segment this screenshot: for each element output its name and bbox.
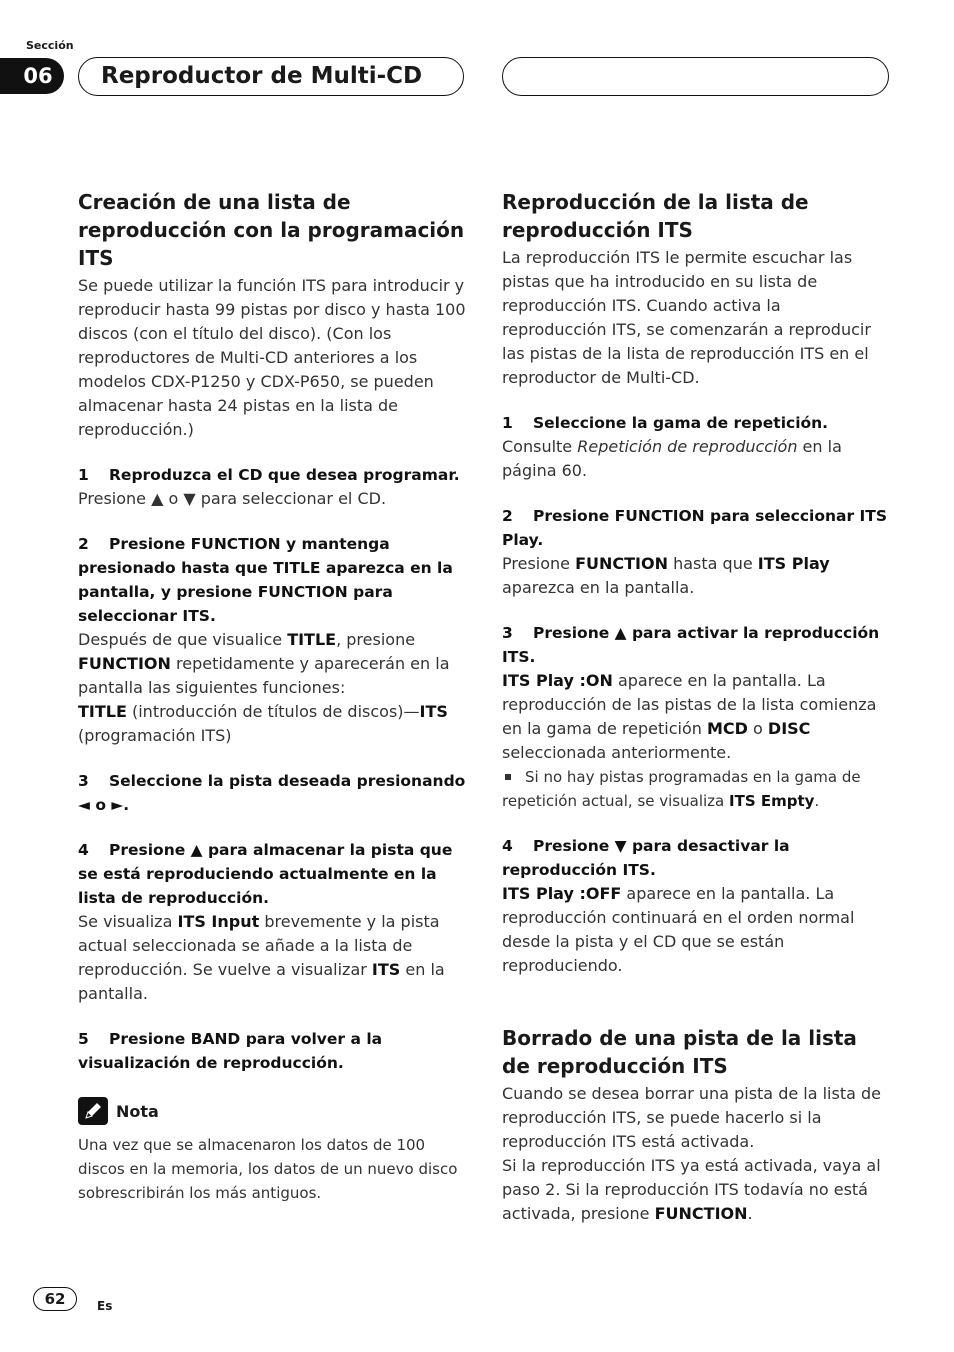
chapter-title: Reproductor de Multi-CD xyxy=(78,57,464,96)
step-4: 4 Presione ▲ para almacenar la pista que se está reproduciendo actualmente en la lista de reproducción. xyxy=(78,841,453,907)
step-1-body: Consulte Repetición de reproducción en la página 60. xyxy=(502,437,842,480)
left-column xyxy=(78,188,466,1205)
step-1: 1 Seleccione la gama de repetición. xyxy=(502,414,829,432)
note-label: Nota xyxy=(116,1101,159,1121)
step-2-body: Presione FUNCTION hasta que ITS Play aparezca en la pantalla. xyxy=(502,554,830,597)
section-heading: Creación de una lista de reproducción con la programación ITS xyxy=(78,190,465,270)
header-empty-frame xyxy=(502,57,889,96)
right-column xyxy=(502,188,890,1226)
step-2-body: Después de que visualice TITLE, presione FUNCTION repetidamente y aparecerán en la pantalla las siguientes funciones: TITLE (introducción de títulos de discos)—ITS (programación ITS) xyxy=(78,630,450,745)
step-4-body: Se visualiza ITS Input brevemente y la pista actual seleccionada se añade a la lista de reproducción. Se vuelve a visualizar ITS en la pantalla. xyxy=(78,912,445,1003)
section-label: Sección xyxy=(26,39,74,52)
pencil-note-icon xyxy=(78,1097,108,1125)
step-4: 4 Presione ▼ para desactivar la reproducción ITS. xyxy=(502,837,790,879)
step-3-body: ITS Play :ON aparece en la pantalla. La reproducción de las pistas de la lista comienza en la gama de repetición MCD o DISC seleccionada anteriormente. xyxy=(502,671,877,762)
bullet-square-icon xyxy=(505,774,511,780)
step-1: 1 Reproduzca el CD que desea programar. xyxy=(78,466,460,484)
delete-paragraph-1: Cuando se desea borrar una pista de la lista de reproducción ITS, se puede hacerlo si la reproducción ITS está activada. xyxy=(502,1084,881,1151)
step-5: 5 Presione BAND para volver a la visualización de reproducción. xyxy=(78,1030,383,1072)
language-code: Es xyxy=(97,1299,113,1313)
step-2: 2 Presione FUNCTION para seleccionar ITS Play. xyxy=(502,507,888,549)
section-number-badge: 06 xyxy=(0,58,64,94)
step-2: 2 Presione FUNCTION y mantenga presionado hasta que TITLE aparezca en la pantalla, y presione FUNCTION para seleccionar ITS. xyxy=(78,535,453,625)
intro-paragraph: Se puede utilizar la función ITS para introducir y reproducir hasta 99 pistas por disco y hasta 100 discos (con el título del disco). (Con los reproductores de Multi-CD anteriores a los modelos CDX-P1250 y CDX-P650, se pueden almacenar hasta 24 pistas en la lista de reproducción.) xyxy=(78,276,466,439)
delete-paragraph-2: Si la reproducción ITS ya está activada, vaya al paso 2. Si la reproducción ITS todavía no está activada, presione FUNCTION. xyxy=(502,1156,881,1223)
note-text: Una vez que se almacenaron los datos de 100 discos en la memoria, los datos de un nuevo disco sobrescribirán los más antiguos. xyxy=(78,1136,458,1202)
step-4-body: ITS Play :OFF aparece en la pantalla. La reproducción continuará en el orden normal desde la pista y el CD que se están reproduciendo. xyxy=(502,884,855,975)
step-3: 3 Seleccione la pista deseada presionando ◄ o ►. xyxy=(78,772,466,814)
playback-intro: La reproducción ITS le permite escuchar las pistas que ha introducido en su lista de reproducción ITS. Cuando activa la reproducción ITS, se comenzarán a reproducir las pistas de la lista de reproducción ITS en el reproductor de Multi-CD. xyxy=(502,248,871,387)
step-3: 3 Presione ▲ para activar la reproducción ITS. xyxy=(502,624,880,666)
section-heading-delete: Borrado de una pista de la lista de reproducción ITS xyxy=(502,1026,857,1078)
note-header xyxy=(78,1097,466,1125)
step-1-body: Presione ▲ o ▼ para seleccionar el CD. xyxy=(78,489,387,508)
step-3-bullet: Si no hay pistas programadas en la gama de repetición actual, se visualiza ITS Empty. xyxy=(502,768,861,810)
section-heading-playback: Reproducción de la lista de reproducción ITS xyxy=(502,190,809,242)
page-number: 62 xyxy=(33,1287,77,1311)
